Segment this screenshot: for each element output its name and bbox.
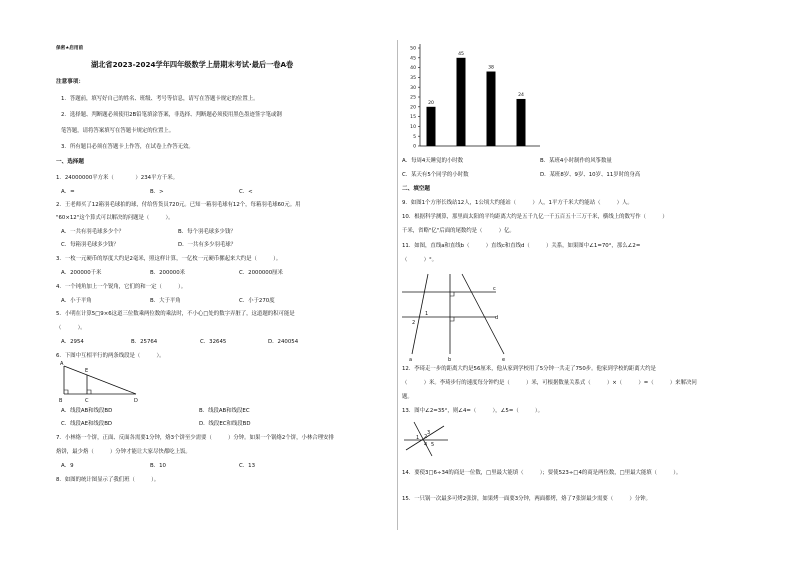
q7-option-a: A．9 [61,463,74,469]
vertex-label-e: E [85,368,89,374]
section-choice-heading: 一、选择题 [56,159,84,165]
bar-value-label: 24 [518,92,524,98]
question-6: 6．下图中互相平行的两条线段是（ ）。 [56,353,165,359]
bar-C [487,72,496,146]
q8-option-d: D．某班8岁、9岁、10岁、11岁时的身高 [540,172,641,178]
line-label-b: b [448,357,452,363]
q2-option-b: B．每个羽毛球多少钱？ [178,229,236,235]
exam-title: 湖北省2023-2024学年四年级数学上册期末考试·最后一卷A卷 [91,60,294,69]
q6-option-d: D．线段EC和线段BD [199,421,251,427]
question-7-line2: 烙饼，最少烙（ ）分钟才能让大家尽快都吃上饭。 [56,449,191,455]
note-item: 1．答题前，填写好自己的姓名、班级、考号等信息，请写在答题卡规定的位置上。 [61,96,259,102]
bar-value-label: 20 [428,100,434,106]
q6-option-b: B．线段AB和线段EC [199,408,250,414]
bar-A [427,107,436,146]
angle-label-3: 3 [427,430,431,436]
q6-option-c: C．线段AE和线段BD [61,421,113,427]
question-7-line1: 7．小林烙一个饼，正面、反面各需要1分钟，烙3个饼至少需要（ ）分钟。如果一个锅烙2个饼，小林合理安排 [56,435,334,441]
line-label-a: a [409,357,413,363]
line-label-c: c [493,286,496,292]
question-3: 3．一枚一元硬币的厚度大约是2毫米，照这样计算，一亿枚一元硬币摞起来大约是（ ）。 [56,256,282,262]
q4-option-b: B．大于平角 [150,298,181,304]
y-tick-label: 30 [410,85,416,91]
note-item: 2．选择题、判断题必须使用2B铅笔填涂答案，非选择、判断题必须使用黑色墨迹签字笔或钢 [61,112,282,118]
y-tick-label: 0 [413,144,416,150]
y-tick-label: 15 [410,115,416,121]
q2-option-d: D．一共有多少羽毛球？ [178,242,237,248]
question-4: 4．一个钝角加上一个锐角，它们的和一定（ ）。 [56,284,187,290]
y-tick-label: 5 [413,134,416,140]
q1-option-c: C．< [239,189,253,195]
bar-chart [398,40,548,152]
question-13: 13．图中∠2=35°，则∠4=（ ），∠5=（ ）。 [402,408,543,414]
bar-value-label: 45 [458,51,464,57]
q7-option-b: B．10 [150,463,166,469]
y-tick-label: 25 [410,95,416,101]
q5-option-c: C．32645 [200,339,227,345]
y-tick-label: 40 [410,66,416,72]
note-item: 3．所有题目必须在答题卡上作答，在试卷上作答无效。 [61,144,194,150]
q8-option-c: C．某天有5个同学的小时数 [402,172,469,178]
q1-option-a: A．= [61,189,75,195]
q3-option-c: C．2000000厘米 [239,270,283,276]
confidential-mark: 保密★启用前 [56,46,84,51]
vertex-label-a: A [60,361,64,367]
intersecting-lines-figure [402,418,452,458]
q2-option-a: A．一共有羽毛球多少个？ [61,229,124,235]
q4-option-a: A．小于平角 [61,298,92,304]
bar-value-label: 38 [488,65,494,71]
question-10-line1: 10．根据科学测算，那里面太阳的平均距离大约是五千九亿一千五百五十三万千米，横线上的数写作（ ） [402,214,668,220]
q5-option-d: D．240054 [268,339,299,345]
y-tick-label: 50 [410,46,416,52]
q7-option-c: C．13 [239,463,256,469]
q8-option-a: A．每周4天睡觉的小时数 [402,158,464,164]
question-11-line1: 11．如图，直线a和直线b（ ）直线c和直线d（ ）关系，如果图中∠1=70°，那么∠2= [402,243,641,249]
notes-heading: 注意事项： [56,79,84,85]
question-1: 1．24000000平方米（ ）234平方千米。 [56,175,179,181]
question-8: 8．如图的统计图显示了我们班（ ）。 [56,477,160,483]
bar-B [457,58,466,146]
vertex-label-b: B [59,398,63,404]
q1-option-b: B．> [150,189,164,195]
note-item: 笔答题，请将答案填写在答题卡规定的位置上。 [61,128,175,134]
line-label-e: e [502,357,506,363]
q2-option-c: C．每箱羽毛球多少钱？ [61,242,119,248]
line-label-d: d [495,315,499,321]
q5-option-a: A．2954 [61,339,84,345]
question-2-line2: "60×12"这个算式可以解决的问题是（ ）。 [56,215,174,221]
bar-D [517,99,526,146]
vertex-label-c: C [85,398,89,404]
section-fill-heading: 二、填空题 [402,186,430,192]
question-2-line1: 2．王老师买了12箱羽毛球拍的球，付给售货员720元。已知一箱羽毛球有12个，每箱羽毛球60元。用 [56,202,301,208]
y-tick-label: 35 [410,76,416,81]
question-15: 15．一只锅一次最多可烤2张饼，如果烤一面要3分钟，两面都烤，烙了7张饼最少需要（ ）分钟。 [402,496,651,502]
question-12-line3: 题。 [402,394,413,400]
q8-option-b: B．某班4小时制作的风筝数量 [540,158,612,164]
angle-label-5: 5 [431,442,435,448]
triangle-figure [56,362,146,404]
parallel-lines-figure [400,270,510,362]
vertex-label-d: D [134,398,138,404]
question-5-line1: 5．小明在计算5□9×6这道三位数乘两位数的乘法时，不小心□处的数字弄脏了，这道题的积可能是 [56,311,295,317]
question-11-line2: （ ）°。 [402,257,438,263]
q4-option-c: C．小于270度 [239,298,275,304]
q5-option-b: B．25764 [131,339,158,345]
angle-label-1: 1 [416,435,420,441]
angle-label-2: 2 [424,434,428,440]
question-10-line2: 千米，省略"亿"后面的尾数约是（ ）亿。 [402,228,515,234]
y-tick-label: 20 [410,105,416,111]
angle-label-4: 4 [424,442,428,448]
question-5-line2: （ ）。 [56,325,86,331]
angle-label-1: 1 [425,311,429,317]
question-14: 14．要使3□6÷34的商是一位数，□里最大能填（ ）；要使523÷□4的商是两位数，□里最大能填（ ）。 [402,470,682,476]
question-9: 9．如图1个方形长线站12人，1公顷大约能站（ ）人，1平方千米大约能站（ ）人。 [402,200,633,206]
y-tick-label: 10 [410,125,416,130]
q6-option-a: A．线段AB和线段BD [61,408,113,414]
q3-option-b: B．200000米 [150,270,186,276]
q3-option-a: A．200000千米 [61,270,102,276]
y-tick-label: 45 [410,56,416,62]
question-12-line1: 12．李琦走一步的距离大约是56厘米，他从家到学校用了5分钟一共走了750步。他家到学校的距离大约是 [402,366,656,372]
question-12-line2: （ ）米。李琦步行的速度每分钟约是（ ）米，可根据数量关系式（ ）×（ ）=（ ）来解决问 [402,380,697,386]
angle-label-2: 2 [412,320,416,326]
